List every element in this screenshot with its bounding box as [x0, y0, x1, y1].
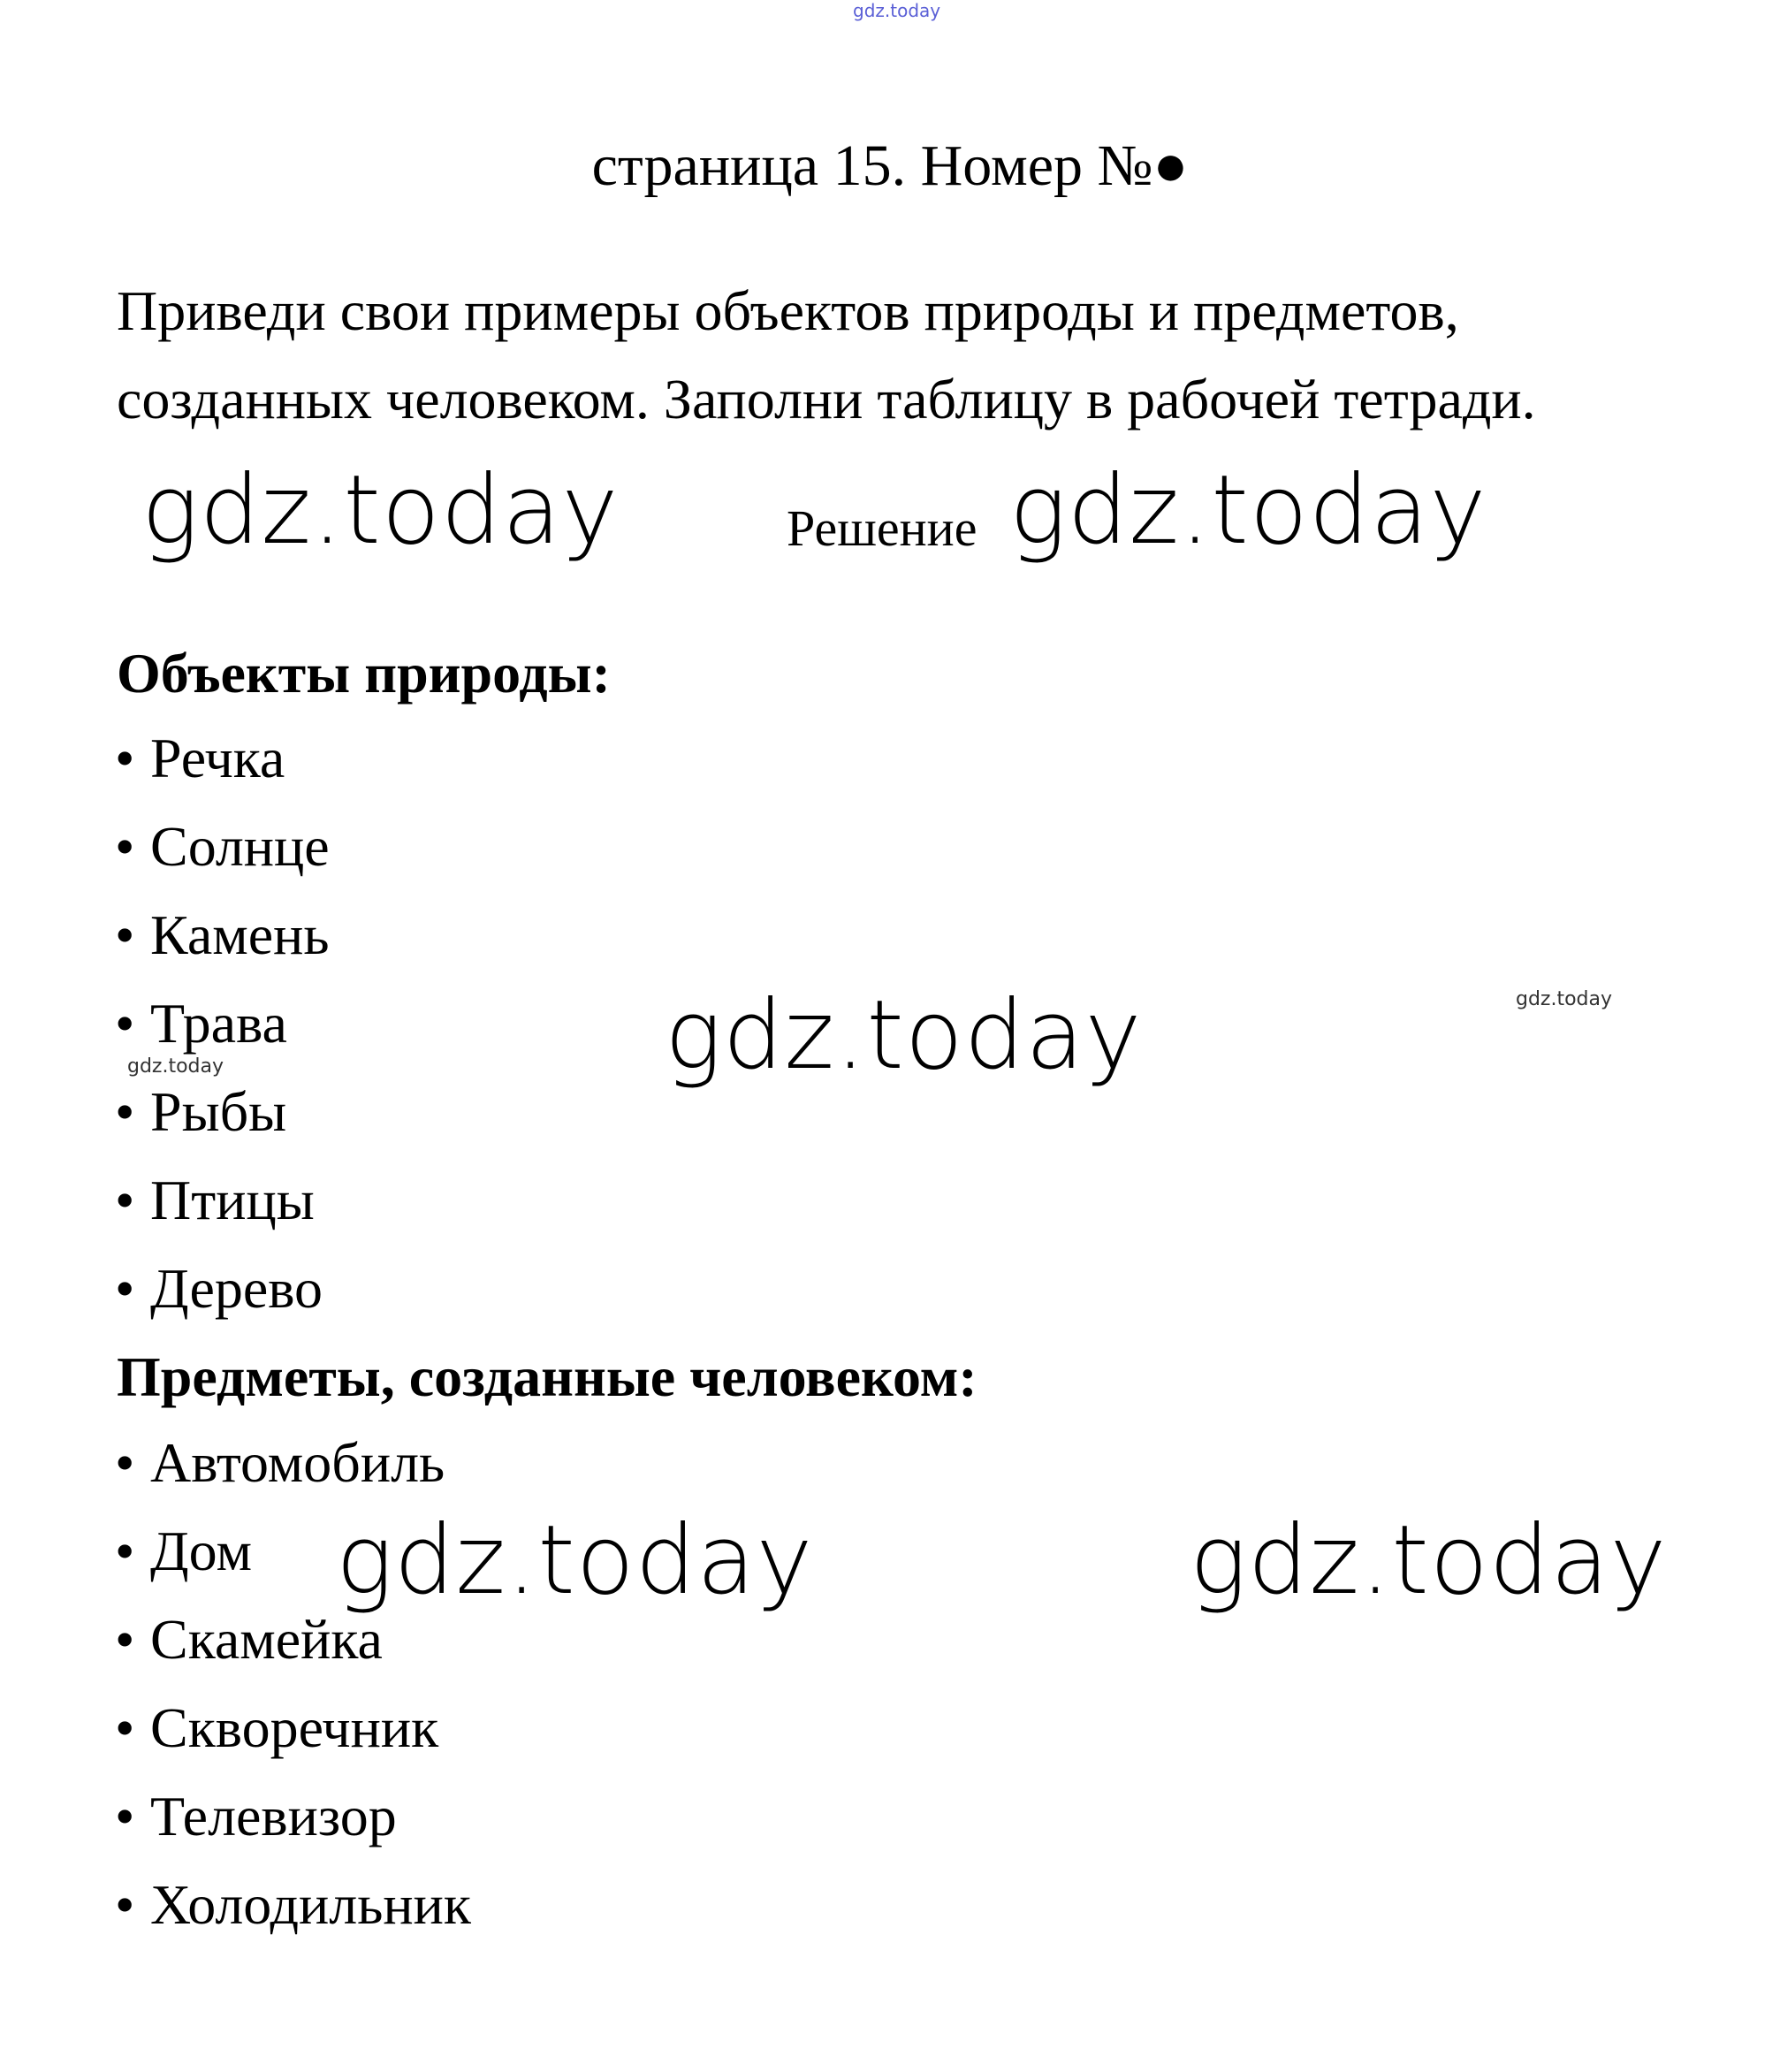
list-item: • Солнце — [115, 803, 330, 891]
watermark-7: gdz.today — [1190, 1505, 1668, 1616]
watermark-2: gdz.today — [1009, 455, 1487, 566]
list-item: • Скворечник — [115, 1684, 471, 1772]
watermark-4: gdz.today — [1516, 988, 1613, 1010]
list-item: • Дерево — [115, 1245, 330, 1333]
list-item: • Речка — [115, 714, 330, 803]
watermark-5: gdz.today — [127, 1055, 224, 1078]
watermark-3: gdz.today — [665, 980, 1143, 1091]
watermark-6: gdz.today — [336, 1505, 814, 1616]
solution-label: Решение — [787, 499, 977, 557]
task-line-1: Приведи свои примеры объектов природы и предметов, — [117, 279, 1459, 342]
list-item: • Скамейка — [115, 1596, 471, 1684]
list-item: • Холодильник — [115, 1861, 471, 1949]
task-text — [117, 267, 1536, 444]
task-line-2: созданных человеком. Заполни таблицу в рабочей тетради. — [117, 368, 1536, 430]
page-title: страница 15. Номер №● — [591, 133, 1189, 198]
list-item: • Рыбы — [115, 1068, 330, 1156]
watermark-top: gdz.today — [853, 0, 941, 21]
list-item: • Автомобиль — [115, 1419, 471, 1507]
list-item: • Камень — [115, 891, 330, 979]
list-item: • Птицы — [115, 1156, 330, 1245]
list-item: • Дом — [115, 1507, 471, 1596]
manmade-heading: Предметы, созданные человеком: — [117, 1345, 977, 1408]
list-item: • Телевизор — [115, 1772, 471, 1861]
list-item: • Трава — [115, 979, 330, 1068]
nature-list — [115, 714, 330, 1333]
manmade-list — [115, 1419, 471, 1949]
nature-heading: Объекты природы: — [117, 642, 611, 705]
watermark-1: gdz.today — [141, 455, 620, 566]
